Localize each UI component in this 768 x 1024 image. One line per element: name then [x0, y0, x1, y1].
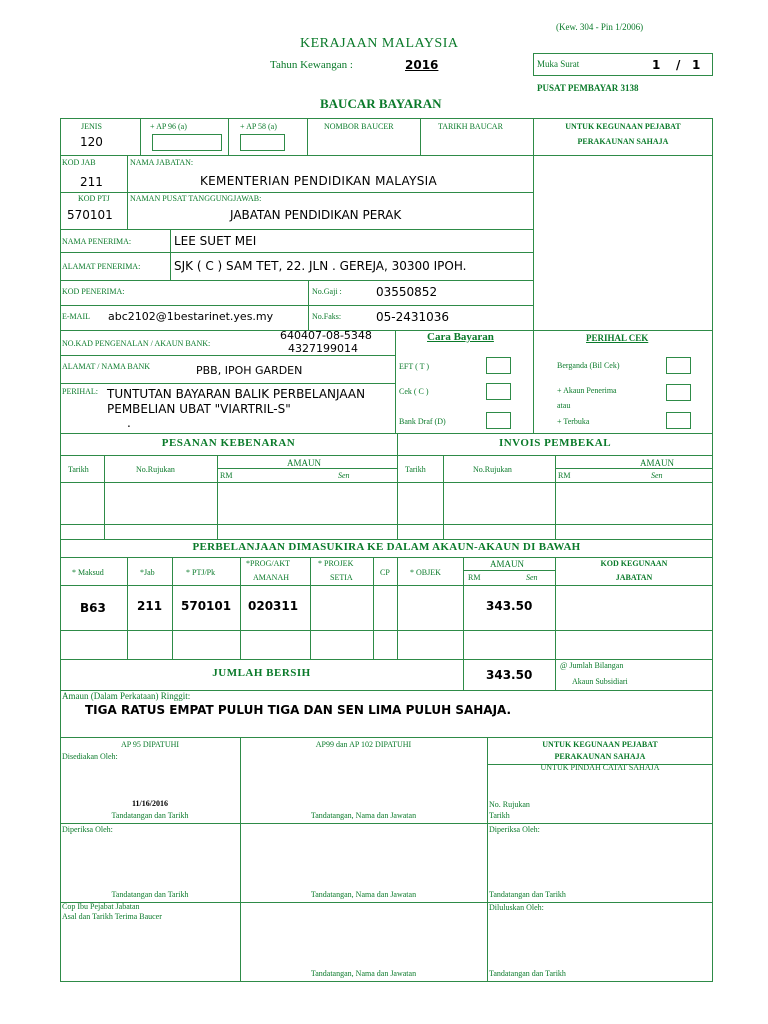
tarikh-label: Tarikh: [489, 811, 510, 820]
government-title: KERAJAAN MALAYSIA: [300, 36, 459, 51]
invois-rm-header: RM: [558, 471, 571, 480]
kod-ptj-label: KOD PTJ: [78, 194, 110, 203]
jenis-label: JENIS: [81, 122, 102, 131]
row-maksud: B63: [80, 601, 106, 615]
ap58-label: + AP 58 (a): [240, 122, 277, 131]
akaun-atau-label: atau: [557, 401, 571, 410]
approved-sign-date-label: Tandatangan dan Tarikh: [489, 969, 566, 978]
email-label: E-MAIL: [62, 312, 90, 321]
bank-draf-checkbox[interactable]: [486, 412, 511, 429]
nama-pusat-value: JABATAN PENDIDIKAN PERAK: [230, 208, 402, 222]
ap58-checkbox[interactable]: [240, 134, 285, 151]
checked-sign-date-label-right: Tandatangan dan Tarikh: [489, 890, 566, 899]
ic-value: 640407-08-5348: [280, 329, 372, 342]
pesanan-rujukan-header: No.Rujukan: [136, 465, 175, 474]
disediakan-label: Disediakan Oleh:: [62, 752, 118, 761]
kod-ptj-value: 570101: [67, 208, 113, 222]
no-faks-value: 05-2431036: [376, 310, 450, 324]
cop-label-line1: Cop Ibu Pejabat Jabatan: [62, 902, 140, 911]
alamat-label: ALAMAT PENERIMA:: [62, 262, 141, 271]
cek-label: Cek ( C ): [399, 387, 429, 396]
row-ptj: 570101: [181, 599, 232, 613]
berganda-checkbox[interactable]: [666, 357, 691, 374]
amaun-perkataan-label: Amaun (Dalam Perkataan) Ringgit:: [62, 691, 191, 701]
prog-header-line2: AMANAH: [253, 573, 289, 582]
page-separator: /: [676, 58, 681, 72]
invois-tarikh-header: Tarikh: [405, 465, 426, 474]
bank-draf-label: Bank Draf (D): [399, 417, 446, 426]
cop-label-line2: Asal dan Tarikh Terima Baucer: [62, 912, 162, 921]
prepared-date: 11/16/2016: [131, 799, 168, 808]
pesanan-sen-header: Sen: [338, 471, 350, 480]
terbuka-label: + Terbuka: [557, 417, 590, 426]
approved-sign-name-label: Tandatangan, Nama dan Jawatan: [310, 969, 417, 978]
ap96-label: + AP 96 (a): [150, 122, 187, 131]
ap99-sign-label: Tandatangan, Nama dan Jawatan: [310, 811, 417, 820]
akaun-penerima-checkbox[interactable]: [666, 384, 691, 401]
bank-value: PBB, IPOH GARDEN: [196, 364, 303, 377]
kod-kegunaan-header-line2: JABATAN: [615, 573, 653, 582]
eft-checkbox[interactable]: [486, 357, 511, 374]
kod-jab-value: 211: [80, 175, 103, 189]
perihal-line3: .: [127, 416, 131, 430]
bank-account-value: 4327199014: [288, 342, 358, 355]
jab-header: *Jab: [140, 568, 155, 577]
kod-jab-label: KOD JAB: [62, 158, 96, 167]
rm-header: RM: [468, 573, 481, 582]
cp-header: CP: [380, 568, 390, 577]
office-use-line1: UNTUK KEGUNAAN PEJABAT: [565, 122, 681, 131]
no-gaji-label: No.Gaji :: [312, 287, 342, 296]
cara-bayaran-title: Cara Bayaran: [427, 331, 494, 343]
ap96-checkbox[interactable]: [152, 134, 222, 151]
kod-penerima-label: KOD PENERIMA:: [62, 287, 125, 296]
voucher-number-label: NOMBOR BAUCER: [324, 122, 394, 131]
berganda-label: Berganda (Bil Cek): [557, 361, 620, 370]
no-faks-label: No.Faks:: [312, 312, 342, 321]
office-use-sign-line1: UNTUK KEGUNAAN PEJABAT: [542, 740, 658, 749]
perihal-line1: TUNTUTAN BAYARAN BALIK PERBELANJAAN: [107, 387, 366, 401]
page-current: 1: [652, 58, 661, 72]
perihal-line2: PEMBELIAN UBAT "VIARTRIL-S": [107, 402, 291, 416]
maksud-header: * Maksud: [72, 568, 104, 577]
ap95-label: AP 95 DIPATUHI: [120, 740, 180, 749]
jumlah-bersih-label: JUMLAH BERSIH: [212, 667, 311, 679]
nama-penerima-label: NAMA PENERIMA:: [62, 237, 132, 246]
office-use-sign-line2: PERAKAUNAN SAHAJA: [554, 752, 646, 761]
akaun-penerima-label: + Akaun Penerima: [557, 386, 617, 395]
alamat-value: SJK ( C ) SAM TET, 22. JLN . GEREJA, 30300 IPOH.: [174, 259, 467, 273]
nama-penerima-value: LEE SUET MEI: [174, 234, 257, 248]
terbuka-checkbox[interactable]: [666, 412, 691, 429]
amaun-header: AMAUN: [490, 559, 525, 569]
no-gaji-value: 03550852: [376, 285, 438, 299]
kod-kegunaan-header-line1: KOD KEGUNAAN: [600, 559, 668, 568]
ap99-label: AP99 dan AP 102 DIPATUHI: [315, 740, 412, 749]
invois-sen-header: Sen: [651, 471, 663, 480]
pesanan-rm-header: RM: [220, 471, 233, 480]
diperiksa-label-left: Diperiksa Oleh:: [62, 825, 113, 834]
row-jab: 211: [137, 599, 163, 613]
perihal-cek-title: PERIHAL CEK: [586, 333, 649, 343]
perbelanjaan-title: PERBELANJAAN DIMASUKIRA KE DALAM AKAUN-AKAUN DI BAWAH: [192, 541, 581, 553]
nama-pusat-label: NAMAN PUSAT TANGGUNGJAWAB:: [130, 194, 262, 203]
page-total: 1: [692, 58, 701, 72]
financial-year-label: Tahun Kewangan :: [270, 59, 353, 71]
page-label: Muka Surat: [537, 59, 580, 69]
jumlah-bilangan-line1: @ Jumlah Bilangan: [560, 661, 624, 670]
row-prog: 020311: [248, 599, 299, 613]
invois-rujukan-header: No.Rujukan: [473, 465, 512, 474]
no-rujukan-label: No. Rujukan: [489, 800, 530, 809]
checked-sign-name-label: Tandatangan, Nama dan Jawatan: [310, 890, 417, 899]
sen-header: Sen: [526, 573, 538, 582]
voucher-title: BAUCAR BAYARAN: [320, 96, 442, 111]
projek-header-line1: * PROJEK: [318, 559, 354, 568]
eft-label: EFT ( T ): [399, 362, 430, 371]
email-value: abc2102@1bestarinet.yes.my: [108, 310, 274, 323]
pesanan-amaun-header: AMAUN: [287, 458, 322, 468]
perihal-label: PERIHAL:: [62, 387, 98, 396]
diluluskan-label: Diluluskan Oleh:: [489, 903, 544, 912]
amaun-perkataan-value: TIGA RATUS EMPAT PULUH TIGA DAN SEN LIMA PULUH SAHAJA.: [85, 703, 512, 717]
payment-centre: PUSAT PEMBAYAR 3138: [537, 83, 639, 93]
objek-header: * OBJEK: [410, 568, 441, 577]
jenis-value: 120: [80, 135, 103, 149]
invois-amaun-header: AMAUN: [640, 458, 675, 468]
diperiksa-label-right: Diperiksa Oleh:: [489, 825, 540, 834]
office-use-line2: PERAKAUNAN SAHAJA: [577, 137, 669, 146]
bank-label: ALAMAT / NAMA BANK: [62, 362, 151, 371]
pesanan-tarikh-header: Tarikh: [68, 465, 89, 474]
projek-header-line2: SETIA: [330, 573, 353, 582]
jumlah-bilangan-line2: Akaun Subsidiari: [572, 677, 628, 686]
invois-title: INVOIS PEMBEKAL: [498, 437, 612, 449]
ic-label: NO.KAD PENGENALAN / AKAUN BANK:: [62, 339, 211, 348]
cek-checkbox[interactable]: [486, 383, 511, 400]
voucher-date-label: TARIKH BAUCAR: [438, 122, 503, 131]
nama-jabatan-label: NAMA JABATAN:: [130, 158, 194, 167]
nama-jabatan-value: KEMENTERIAN PENDIDIKAN MALAYSIA: [200, 174, 437, 188]
ptj-header: * PTJ/Pk: [186, 568, 216, 577]
form-reference: (Kew. 304 - Pin 1/2006): [556, 22, 644, 32]
office-use-sign-line3: UNTUK PINDAH CATAT SAHAJA: [540, 763, 660, 772]
prepared-sign-date-label: Tandatangan dan Tarikh: [111, 811, 189, 820]
row-amount: 343.50: [486, 599, 533, 613]
jumlah-bersih-value: 343.50: [486, 668, 533, 682]
checked-sign-date-label: Tandatangan dan Tarikh: [111, 890, 189, 899]
prog-header-line1: *PROG/AKT: [246, 559, 291, 568]
financial-year-value: 2016: [405, 58, 439, 72]
pesanan-title: PESANAN KEBENARAN: [161, 437, 296, 449]
